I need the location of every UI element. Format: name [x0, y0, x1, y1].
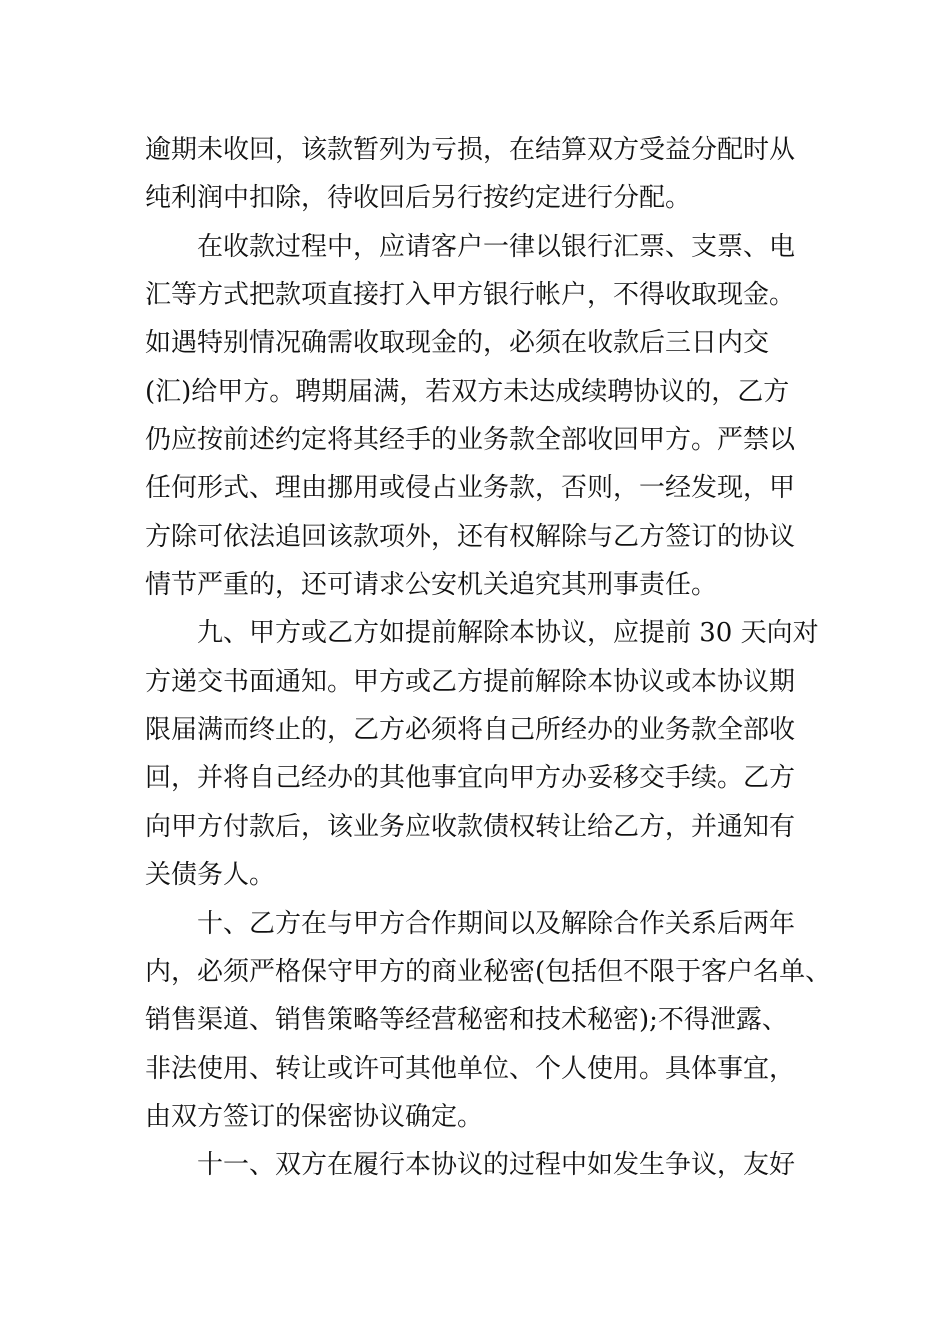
- text-line: 销售渠道、销售策略等经营秘密和技术秘密);不得泄露、: [145, 1005, 788, 1036]
- text-line: 逾期未收回，该款暂列为亏损，在结算双方受益分配时从: [145, 135, 796, 165]
- text-line: 方除可依法追回该款项外，还有权解除与乙方签订的协议: [145, 521, 796, 552]
- text-line: 情节严重的，还可请求公安机关追究其刑事责任。: [145, 570, 718, 601]
- text-line: 关债务人。: [145, 860, 276, 891]
- text-line: 如遇特别情况确需收取现金的，必须在收款后三日内交: [145, 328, 770, 359]
- paragraph: [145, 223, 845, 610]
- text-line: 限届满而终止的，乙方必须将自己所经办的业务款全部收: [145, 715, 796, 746]
- text-line: (汇)给甲方。聘期届满，若双方未达成续聘协议的，乙方: [145, 376, 790, 407]
- text-line: 回，并将自己经办的其他事宜向甲方办妥移交手续。乙方: [145, 763, 796, 794]
- text-line: 十、乙方在与甲方合作期间以及解除合作关系后两年: [197, 908, 796, 939]
- text-line: 十一、双方在履行本协议的过程中如发生争议，友好: [197, 1150, 796, 1181]
- text-line: 仍应按前述约定将其经手的业务款全部收回甲方。严禁以: [145, 425, 796, 456]
- text-line: 九、甲方或乙方如提前解除本协议，应提前 30 天向对: [197, 618, 819, 649]
- paragraph: [145, 1141, 845, 1189]
- text-line: 方递交书面通知。甲方或乙方提前解除本协议或本协议期: [145, 666, 796, 697]
- text-line: 汇等方式把款项直接打入甲方银行帐户，不得收取现金。: [145, 280, 796, 311]
- text-line: 在收款过程中，应请客户一律以银行汇票、支票、电: [197, 231, 796, 262]
- text-line: 非法使用、转让或许可其他单位、个人使用。具体事宜，: [145, 1053, 796, 1084]
- text-line: 向甲方付款后，该业务应收款债权转让给乙方，并通知有: [145, 811, 796, 842]
- paragraph: [145, 900, 845, 1142]
- document-body: [145, 126, 845, 1190]
- text-line: 由双方签订的保密协议确定。: [145, 1101, 484, 1132]
- text-line: 任何形式、理由挪用或侵占业务款，否则，一经发现，甲: [145, 473, 796, 504]
- paragraph: [145, 609, 845, 899]
- text-line: 内，必须严格保守甲方的商业秘密(包括但不限于客户名单、: [145, 956, 832, 987]
- paragraph: [145, 126, 845, 223]
- text-line: 纯利润中扣除，待收回后另行按约定进行分配。: [145, 183, 692, 214]
